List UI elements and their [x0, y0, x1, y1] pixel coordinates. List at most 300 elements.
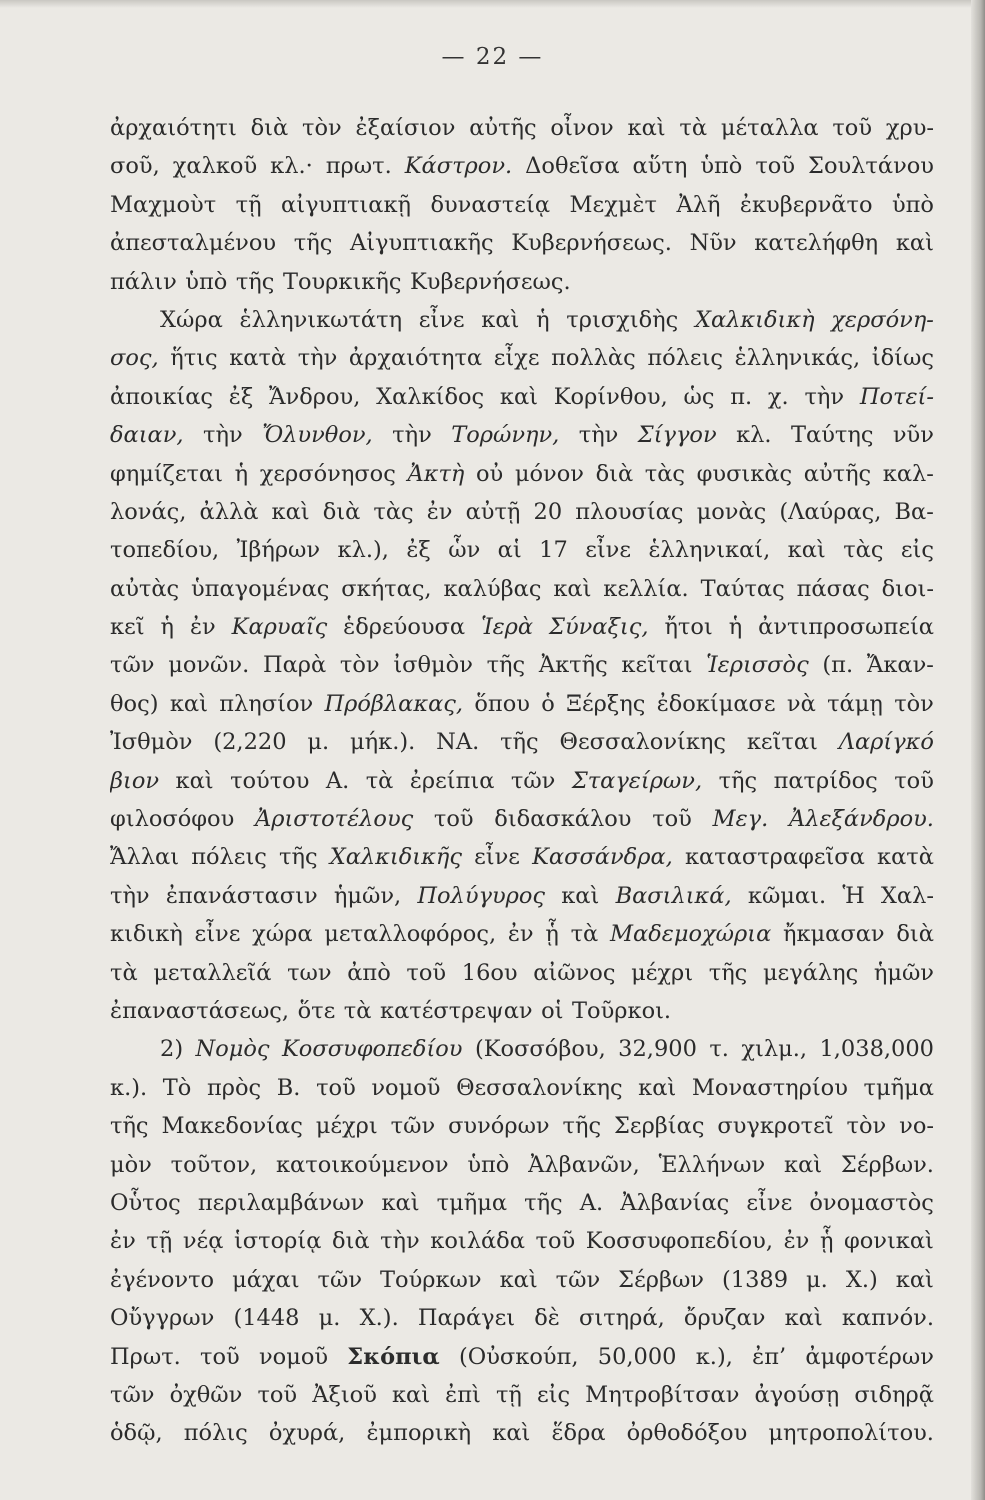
- word: κλ.: [736, 422, 772, 449]
- word: τῶν: [555, 1266, 601, 1293]
- text-line: [110, 762, 934, 800]
- word: τοῦ: [316, 1074, 356, 1101]
- word: 16ου: [461, 959, 518, 986]
- word: Θεσσαλονίκης: [456, 1074, 623, 1101]
- word: μητροπολίτου.: [768, 1420, 934, 1447]
- word: τούτου: [230, 767, 310, 794]
- word: Τὸ: [162, 1074, 192, 1101]
- word: σκήτας,: [341, 575, 432, 602]
- word: μ.: [318, 1305, 341, 1332]
- word: ἐπανάστασιν: [165, 882, 318, 909]
- word: τὴν: [203, 422, 243, 449]
- word: πρωτ.: [325, 153, 392, 180]
- word: οἶνον: [550, 115, 614, 141]
- word: καὶ: [381, 1189, 420, 1216]
- word: Δοθεῖσα: [525, 153, 620, 180]
- word: Κοσσυφοπεδίου,: [585, 1228, 774, 1255]
- word: Κάστρον.: [404, 153, 513, 180]
- word: Ἡ: [842, 882, 865, 909]
- word: Θεσσαλονίκης: [559, 729, 726, 756]
- word: αὐτὰς: [110, 575, 180, 602]
- word: Χ.): [845, 1266, 878, 1293]
- word: ὀχθῶν: [169, 1381, 243, 1408]
- word: μόνον: [514, 460, 584, 487]
- word: τῇ: [495, 1381, 522, 1408]
- word: Αἰγυπτιακῆς: [349, 230, 494, 257]
- word: ἀγούσῃ: [754, 1381, 840, 1408]
- word: Ξέρξης: [566, 690, 646, 717]
- word: τμῆμα: [436, 1189, 508, 1216]
- word: Πρόβλακας,: [324, 690, 464, 717]
- word: ἡ: [536, 306, 550, 333]
- word: (2,220: [213, 729, 287, 756]
- word: εἶνε: [474, 844, 520, 871]
- word: κοιλάδα: [430, 1228, 525, 1255]
- word: πόλεις: [647, 345, 724, 372]
- word: πόλις: [183, 1420, 248, 1447]
- word: Νῦν: [689, 230, 737, 257]
- text-line: [110, 646, 934, 684]
- word: δυναστείᾳ: [430, 191, 551, 218]
- text-line: [110, 570, 934, 608]
- word: ἐν: [426, 498, 453, 525]
- page-number: — 22 —: [441, 44, 544, 70]
- word: τῆς: [500, 729, 539, 756]
- word: ἰσθμὸν: [393, 652, 473, 679]
- word: μέχρι: [631, 959, 694, 986]
- word: Ἀλβανῶν,: [528, 1151, 640, 1178]
- word: ἐξαίσιον: [355, 115, 456, 141]
- word: 32,900: [618, 1036, 697, 1063]
- word: ἐν: [110, 1228, 136, 1255]
- text-line: [110, 723, 934, 761]
- word: κῶμαι.: [747, 882, 827, 909]
- word: ἀμφοτέρων: [805, 1343, 934, 1370]
- word: Χαλκιδικὴ: [694, 306, 815, 333]
- word: χρυ-: [885, 115, 934, 141]
- word: κατὰ: [877, 844, 934, 871]
- word: πρὸς: [206, 1074, 262, 1101]
- word: ἀρχαιότητα: [348, 345, 483, 372]
- word: καὶ: [499, 1266, 538, 1293]
- word: τὴν: [804, 383, 845, 410]
- word: Τορώνην,: [451, 422, 560, 449]
- word: κ.).: [110, 1074, 148, 1101]
- word: τῆς: [524, 1189, 563, 1216]
- word: νο-: [899, 1113, 934, 1140]
- word: ΝΑ.: [436, 729, 480, 756]
- word: Σέρβων.: [840, 1151, 934, 1178]
- text-line: [110, 1069, 934, 1107]
- word: Σκόπια: [347, 1343, 440, 1370]
- word: Χαλκίδος: [376, 383, 485, 410]
- word: ἑλληνικαί,: [648, 537, 771, 564]
- word: τῶν: [110, 1381, 155, 1408]
- word: θος): [110, 690, 159, 717]
- word: Ἄνδρου,: [269, 383, 361, 410]
- word: 50,000: [597, 1343, 677, 1370]
- word: καὶ: [499, 383, 538, 410]
- word: των: [287, 959, 332, 986]
- word: κατελήφθη: [754, 230, 879, 257]
- text-line: [110, 1376, 934, 1414]
- text-line: [110, 493, 934, 531]
- word: ὁδῷ,: [110, 1420, 163, 1447]
- word: τὰς: [843, 537, 884, 564]
- word: τὰς: [373, 498, 414, 525]
- word: περιλαμβάνων: [197, 1189, 365, 1216]
- word: Ἀκτὴ: [407, 460, 465, 487]
- word: μὸν: [110, 1151, 152, 1178]
- text-line: [110, 224, 934, 262]
- word: διοι-: [881, 575, 934, 602]
- word: ἡμῶν,: [333, 882, 402, 909]
- word: καὶ: [481, 306, 520, 333]
- word: ἐν: [189, 614, 216, 641]
- word: ἀρχαιότητι: [110, 115, 237, 141]
- word: νομοῦ: [258, 1343, 329, 1370]
- word: Ἄκαν-: [866, 652, 934, 679]
- text-line: [110, 147, 934, 185]
- word: Ταύτης: [791, 422, 874, 449]
- word: συνόρων: [448, 1113, 550, 1140]
- word: τοῦ: [433, 806, 474, 833]
- word: Τοῦρκοι.: [572, 997, 672, 1024]
- word: Β.: [276, 1074, 301, 1101]
- word: τῶν: [510, 767, 556, 794]
- word: πλησίον: [219, 690, 314, 717]
- word: τῆς: [708, 959, 748, 986]
- word: Χαλ-: [880, 882, 934, 909]
- word: 1,038,000: [819, 1036, 934, 1063]
- word: κλ.·: [270, 153, 313, 180]
- word: σιτηρά,: [579, 1305, 665, 1332]
- word: τὴν: [380, 1228, 420, 1255]
- word: κεῖται: [746, 729, 818, 756]
- word: Ἑλλήνων: [658, 1151, 766, 1178]
- word: τὴν: [297, 345, 338, 372]
- word: ἐπὶ: [445, 1381, 481, 1408]
- page-right-edge: [971, 0, 985, 1500]
- word: εἶνε: [585, 537, 632, 564]
- word: τοῦ: [535, 1228, 576, 1255]
- word: τοῦτον,: [170, 1151, 258, 1178]
- word: φυσικὰς: [696, 460, 793, 487]
- text-line: [110, 838, 934, 876]
- word: Ὄλυνθον,: [262, 422, 373, 449]
- word: μ.: [307, 729, 330, 756]
- word: χιλμ.,: [741, 1036, 808, 1063]
- word: τάμῃ: [827, 690, 883, 717]
- word: Μεχμὲτ: [569, 191, 657, 218]
- word: καὶ: [638, 1074, 677, 1101]
- word: τμῆμα: [863, 1074, 934, 1101]
- word: βιον: [110, 767, 160, 794]
- text-line: [110, 1222, 934, 1260]
- word: 17: [539, 537, 568, 564]
- word: (Οὐσκούπ,: [459, 1343, 579, 1370]
- word: καὶ: [175, 767, 214, 794]
- word: καταστραφεῖσα: [684, 844, 865, 871]
- word: Βα-: [894, 498, 934, 525]
- word: διὰ: [896, 921, 934, 948]
- word: Βασιλικά,: [615, 882, 732, 909]
- text-line: [110, 301, 934, 339]
- text-line: [110, 186, 934, 224]
- word: τὰς: [644, 460, 686, 487]
- word: τὴν: [392, 422, 432, 449]
- word: εἶνε: [194, 921, 241, 948]
- word: μεταλλεῖά: [153, 959, 272, 986]
- word: Α.: [325, 767, 350, 794]
- word: Κορίνθου,: [553, 383, 668, 410]
- body-text: [110, 109, 934, 1453]
- word: Ἄλλαι: [110, 844, 180, 871]
- word: μεγάλης: [762, 959, 859, 986]
- word: τὴν: [110, 882, 150, 909]
- word: τῆς: [279, 844, 318, 871]
- word: διὰ: [331, 1228, 370, 1255]
- word: ἀπὸ: [347, 959, 391, 986]
- word: οὐ: [476, 460, 504, 487]
- word: ἐγένοντο: [110, 1266, 215, 1293]
- word: διὰ: [322, 498, 361, 525]
- word: ἀντιπροσωπεία: [758, 614, 934, 641]
- word: ὡς: [683, 383, 715, 410]
- word: Τούρκων: [380, 1266, 482, 1293]
- word: ἤκμασαν: [783, 921, 885, 948]
- text-line: [110, 455, 934, 493]
- text-line: [110, 1261, 934, 1299]
- word: διὰ: [250, 115, 289, 141]
- text-line: [110, 1299, 934, 1337]
- word: λονάς,: [110, 498, 187, 525]
- word: Πρωτ.: [110, 1343, 181, 1370]
- word: Παρὰ: [262, 652, 327, 679]
- word: σιδηρᾷ: [854, 1381, 934, 1408]
- word: (1448: [233, 1305, 300, 1332]
- word: τῆς: [486, 652, 526, 679]
- word: Σέρβων: [618, 1266, 704, 1293]
- word: τὰ: [110, 959, 138, 986]
- text-line: [110, 877, 934, 915]
- word: ἡ: [160, 614, 174, 641]
- word: τὸν: [339, 652, 380, 679]
- word: εἶνε: [746, 1189, 793, 1216]
- word: καὶ: [627, 115, 666, 141]
- word: καὶ: [553, 575, 592, 602]
- word: Πολύγυρος: [417, 882, 545, 909]
- word: ᾗ: [819, 1228, 834, 1255]
- word: τρισχιδὴς: [566, 306, 679, 333]
- text-line: [110, 1338, 934, 1376]
- word: Μοναστηρίου: [691, 1074, 848, 1101]
- word: ἡ: [728, 614, 743, 641]
- word: Α.: [579, 1189, 604, 1216]
- word: Λαρίγκό: [838, 729, 934, 756]
- text-line: [110, 1107, 934, 1145]
- word: ἀλλὰ: [199, 498, 259, 525]
- word: τοῦ: [200, 1343, 240, 1370]
- word: δαιαν,: [110, 422, 184, 449]
- text-line: [110, 800, 934, 838]
- word: τῆς: [562, 1113, 602, 1140]
- word: μονὰς: [696, 498, 767, 525]
- word: νῦν: [892, 422, 934, 449]
- word: ὀνομαστὸς: [809, 1189, 934, 1216]
- word: Μακεδονίας: [161, 1113, 303, 1140]
- word: κεῖται: [621, 652, 693, 679]
- word: σος,: [110, 345, 159, 372]
- text-line: [110, 915, 934, 953]
- word: κεῖ: [110, 614, 145, 641]
- word: Ἀλβανίας: [620, 1189, 730, 1216]
- word: ἐδοκίμασε: [656, 690, 776, 717]
- text-line: [110, 416, 934, 454]
- word: τὰ: [365, 767, 394, 794]
- word: τῇ: [235, 191, 262, 218]
- word: τὰ: [570, 921, 599, 948]
- word: ἑδρεύουσα: [343, 614, 466, 641]
- word: καλύβας: [443, 575, 542, 602]
- word: τῆς: [718, 767, 758, 794]
- word: ὑπαγομένας: [191, 575, 330, 602]
- word: (Κοσσόβου,: [474, 1036, 606, 1063]
- word: ἐπαναστάσεως,: [110, 997, 290, 1024]
- word: τοῦ: [257, 1381, 298, 1408]
- word: ἥτις: [170, 345, 218, 372]
- word: τῶν: [317, 1266, 363, 1293]
- word: καὶ: [895, 230, 934, 257]
- word: χ.: [767, 383, 789, 410]
- word: κελλία.: [603, 575, 689, 602]
- word: ὑπὸ: [185, 268, 228, 295]
- word: καπνόν.: [841, 1305, 934, 1332]
- word: ὑπὸ: [467, 1151, 510, 1178]
- word: Χ.).: [359, 1305, 399, 1332]
- word: φημίζεται: [110, 460, 223, 487]
- word: καὶ: [169, 690, 208, 717]
- word: Ἀλῆ: [676, 191, 721, 218]
- word: Ἰσθμὸν: [110, 729, 193, 756]
- word: πάλιν: [110, 268, 177, 295]
- word: τὴν: [578, 422, 619, 449]
- word: ὀχυρά,: [268, 1420, 346, 1447]
- word: ὀρθοδόξου: [626, 1420, 748, 1447]
- text-line: [110, 1414, 934, 1452]
- word: καὶ: [784, 1151, 823, 1178]
- word: ἐρείπια: [409, 767, 495, 794]
- word: Σύναξις,: [549, 614, 649, 641]
- word: μέταλλα: [720, 115, 819, 141]
- word: καὶ: [492, 1420, 531, 1447]
- word: τὰ: [343, 997, 372, 1024]
- word: καὶ: [391, 1381, 431, 1408]
- word: νὰ: [786, 690, 816, 717]
- word: Ταύτας: [700, 575, 785, 602]
- word: καλ-: [882, 460, 934, 487]
- word: ἕδρα: [551, 1420, 606, 1447]
- word: τὸν: [894, 690, 934, 717]
- text-line: [110, 339, 934, 377]
- word: Χώρα: [160, 306, 223, 333]
- word: Σερβίας: [614, 1113, 705, 1140]
- word: τὸν: [302, 115, 342, 141]
- word: εἶνε: [418, 306, 465, 333]
- word: τὸν: [846, 1113, 887, 1140]
- word: ἐπ’: [752, 1343, 787, 1370]
- word: πόλεις: [191, 844, 267, 871]
- word: καὶ: [895, 1266, 934, 1293]
- word: χαλκοῦ: [172, 153, 258, 180]
- word: Χαλκιδικῆς: [329, 844, 462, 871]
- word: φονικαὶ: [844, 1228, 934, 1255]
- page-top-shadow: [0, 0, 985, 8]
- text-line: [110, 608, 934, 646]
- word: συγκροτεῖ: [717, 1113, 834, 1140]
- text-line: [110, 685, 934, 723]
- word: Ἱερισσὸς: [706, 652, 809, 679]
- word: ἐμπορικὴ: [366, 1420, 472, 1447]
- word: ὅτε: [297, 997, 336, 1024]
- word: αἱ: [497, 537, 522, 564]
- text-line: [110, 531, 934, 569]
- word: τῶν: [390, 1113, 436, 1140]
- word: 20: [533, 498, 563, 525]
- word: ὁ: [541, 690, 555, 717]
- word: κατοικούμενον: [275, 1151, 449, 1178]
- text-line: [110, 263, 934, 301]
- word: εἶχε: [493, 345, 540, 372]
- word: οἱ: [541, 997, 564, 1024]
- word: ἑλληνικωτάτη: [239, 306, 403, 333]
- word: Ἀξιοῦ: [312, 1381, 377, 1408]
- word: μήκ.).: [350, 729, 416, 756]
- word: π.: [730, 383, 753, 410]
- word: ἐν: [507, 921, 534, 948]
- word: αἰγυπτιακῇ: [281, 191, 411, 218]
- word: μεταλλοφόρος,: [324, 921, 497, 948]
- word: εἰς: [900, 537, 934, 564]
- word: Σταγείρων,: [571, 767, 703, 794]
- word: καὶ: [787, 537, 826, 564]
- word: Σουλτάνου: [808, 153, 934, 180]
- word: αὕτη: [632, 153, 688, 180]
- word: καὶ: [271, 498, 310, 525]
- word: Μαχμοὺτ: [110, 191, 217, 218]
- word: ἐξ: [406, 537, 431, 564]
- word: ἑλληνικάς,: [734, 345, 861, 372]
- word: κλ.),: [337, 537, 389, 564]
- word: αἰῶνος: [533, 959, 616, 986]
- word: ὅπου: [474, 690, 530, 717]
- word: τῶν: [110, 652, 155, 679]
- word: Οὔγγρων: [110, 1305, 215, 1332]
- word: διὰ: [595, 460, 634, 487]
- word: Τουρκικῆς: [282, 268, 402, 295]
- word: νέᾳ: [182, 1228, 224, 1255]
- word: αὐτῇ: [465, 498, 521, 525]
- word: ἱστορίᾳ: [233, 1228, 322, 1255]
- word: χερσόνησος: [259, 460, 396, 487]
- word: κιδικὴ: [110, 921, 183, 948]
- word: διδασκάλου: [494, 806, 632, 833]
- word: ᾗ: [545, 921, 559, 948]
- word: τοῦ: [832, 115, 873, 141]
- word: ἡμῶν: [873, 959, 934, 986]
- word: ἡ: [234, 460, 249, 487]
- word: αὐτῆς: [469, 115, 537, 141]
